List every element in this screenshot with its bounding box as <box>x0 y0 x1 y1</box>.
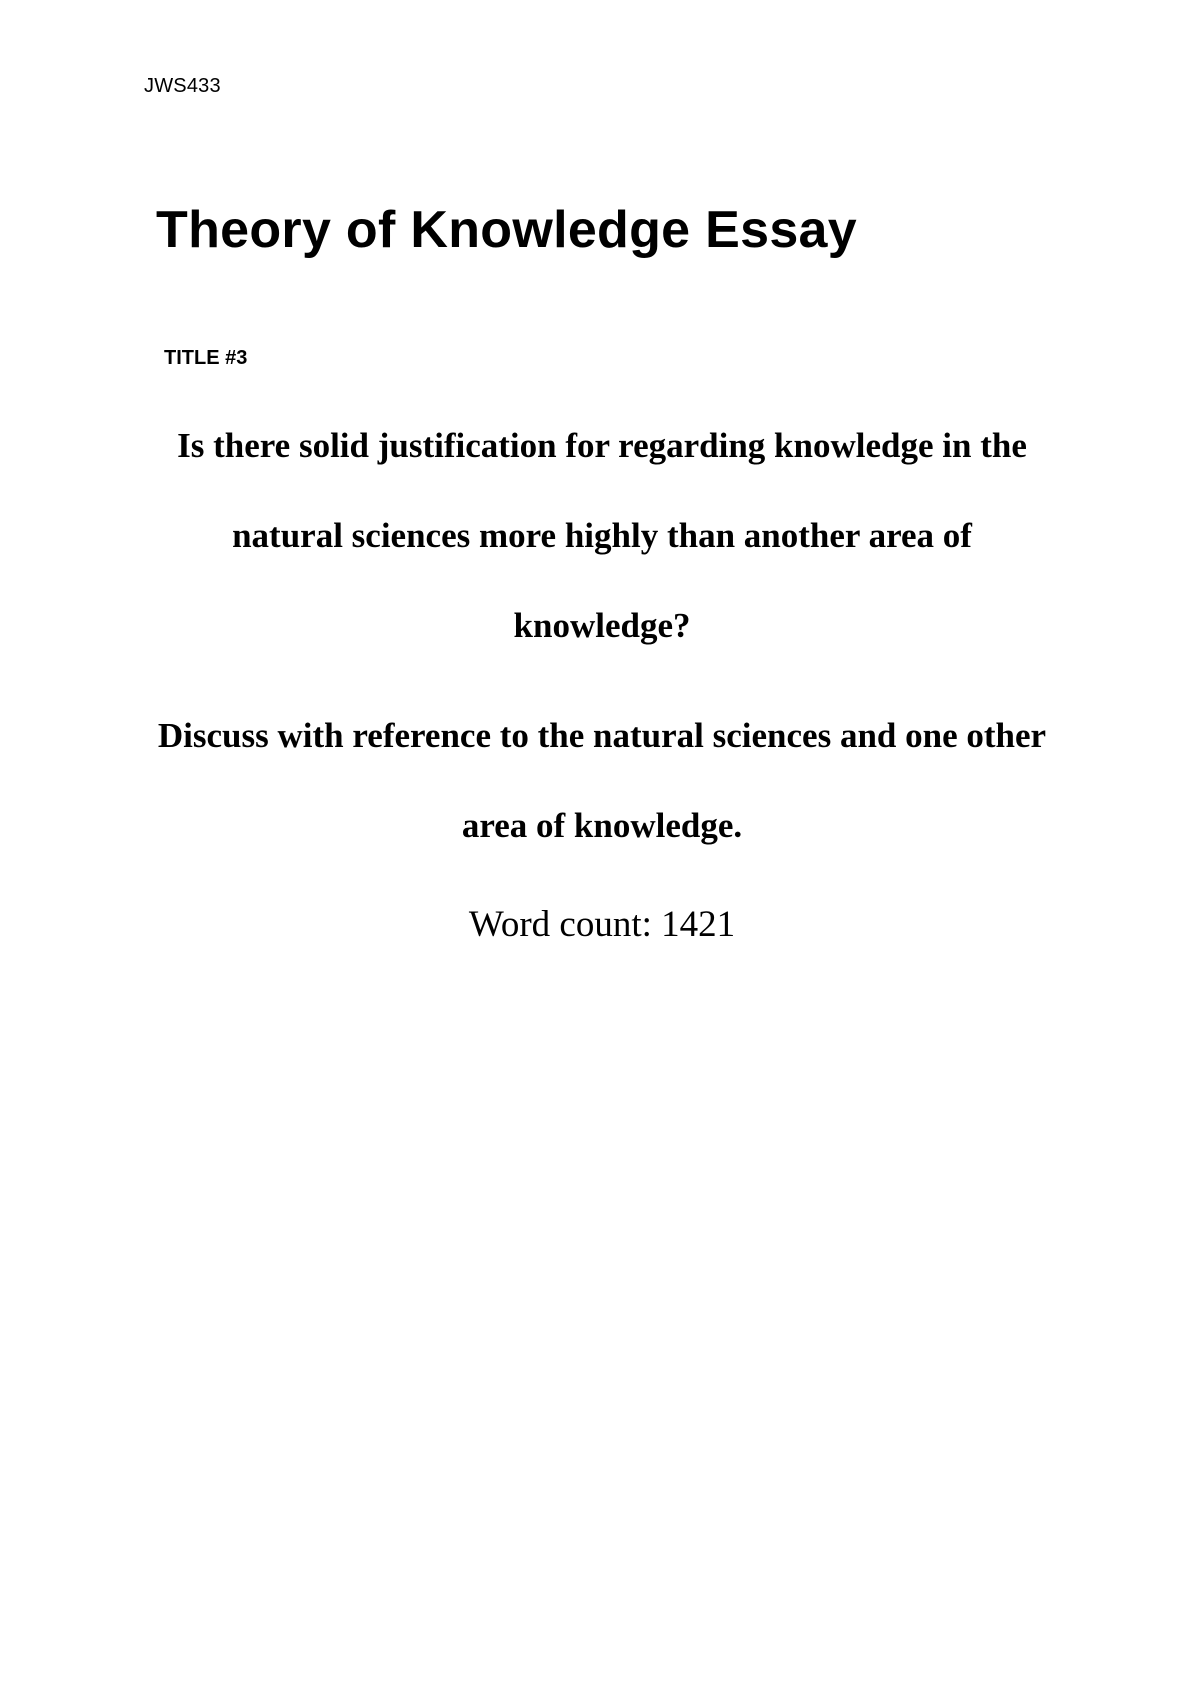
word-count: Word count: 1421 <box>468 904 736 945</box>
essay-question: Is there solid justification for regarding knowledge in the natural sciences more highly than another area of knowledge? <box>177 426 1027 645</box>
candidate-code: JWS433 <box>144 75 221 97</box>
title-number-label: TITLE #3 <box>164 347 248 369</box>
essay-instruction: Discuss with reference to the natural sciences and one other area of knowledge. <box>157 716 1047 845</box>
page-title: Theory of Knowledge Essay <box>156 201 857 259</box>
